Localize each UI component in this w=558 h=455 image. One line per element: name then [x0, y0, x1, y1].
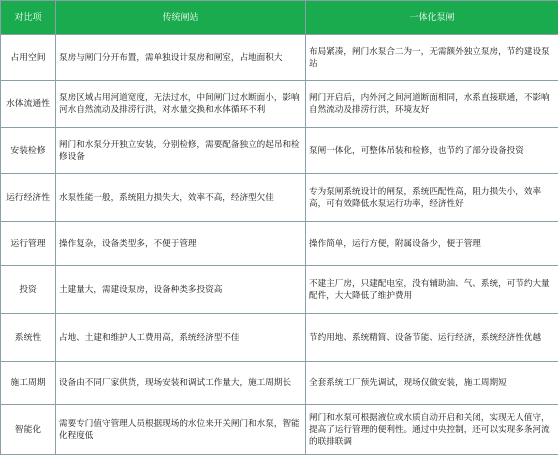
integrated-cell: 专为泵闸系统设计的闸泵，系统匹配性高，阻力损失小，效率高，可有效降低水泵运行功率，经济性好 — [306, 174, 558, 222]
integrated-cell: 泵闸一体化，可整体吊装和检修，也节约了部分设备投资 — [306, 128, 558, 174]
table-row — [1, 128, 558, 174]
table-row — [1, 314, 558, 362]
row-label: 施工周期 — [1, 362, 56, 405]
table-row — [1, 35, 558, 81]
integrated-cell: 不建主厂房，只建配电室，没有辅助油、气、系统，可节约大量配件，大大降低了维护费用 — [306, 266, 558, 314]
traditional-cell: 水泵性能一般，系统阻力损失大，效率不高，经济型欠佳 — [56, 174, 306, 222]
integrated-cell: 闸门和水泵可根据液位或水质自动开启和关闭，实现无人值守，提高了运行管理的便利性。通过中央控制，还可以实现多条河流的联排联调 — [306, 405, 558, 455]
row-label: 运行管理 — [1, 222, 56, 266]
header-integrated: 一体化泵闸 — [306, 1, 558, 35]
integrated-cell: 闸门开启后，内外河之间河道断面相同，水系直接联通，不影响自然流动及排涝行洪，环境友好 — [306, 81, 558, 128]
table-row — [1, 362, 558, 405]
row-label: 系统性 — [1, 314, 56, 362]
integrated-cell: 节约用地、系统精简、设备节能、运行经济，系统经济性优越 — [306, 314, 558, 362]
table-row — [1, 174, 558, 222]
table-row — [1, 222, 558, 266]
table-row — [1, 81, 558, 128]
traditional-cell: 设备由不同厂家供货，现场安装和调试工作量大，施工周期长 — [56, 362, 306, 405]
traditional-cell: 占地、土建和维护人工费用高，系统经济型不佳 — [56, 314, 306, 362]
traditional-cell: 需要专门值守管理人员根据现场的水位来开关闸门和水泵，智能化程度低 — [56, 405, 306, 455]
header-traditional: 传统闸站 — [56, 1, 306, 35]
table-row — [1, 405, 558, 455]
traditional-cell: 闸门和水泵分开独立安装，分别检修，需要配备独立的起吊和检修设备 — [56, 128, 306, 174]
integrated-cell: 全套系统工厂预先调试，现场仅做安装，施工周期短 — [306, 362, 558, 405]
traditional-cell: 泵房区域占用河道宽度，无法过水，中间闸门过水断面小，影响河水自然流动及排涝行洪，对水量交换和水体循环不利 — [56, 81, 306, 128]
table-row — [1, 266, 558, 314]
integrated-cell: 布局紧凑，闸门水泵合二为一，无需额外独立泵房，节约建设泵站 — [306, 35, 558, 81]
row-label: 水体流通性 — [1, 81, 56, 128]
traditional-cell: 泵房与闸门分开布置，需单独设计泵房和闸室，占地面积大 — [56, 35, 306, 81]
integrated-cell: 操作简单，运行方便，附属设备少，便于管理 — [306, 222, 558, 266]
row-label: 投资 — [1, 266, 56, 314]
traditional-cell: 土建量大，需建设泵房，设备种类多投资高 — [56, 266, 306, 314]
row-label: 占用空间 — [1, 35, 56, 81]
traditional-cell: 操作复杂，设备类型多，不便于管理 — [56, 222, 306, 266]
header-item: 对比项 — [1, 1, 56, 35]
row-label: 智能化 — [1, 405, 56, 455]
table-header-row — [1, 1, 558, 35]
row-label: 安装检修 — [1, 128, 56, 174]
row-label: 运行经济性 — [1, 174, 56, 222]
